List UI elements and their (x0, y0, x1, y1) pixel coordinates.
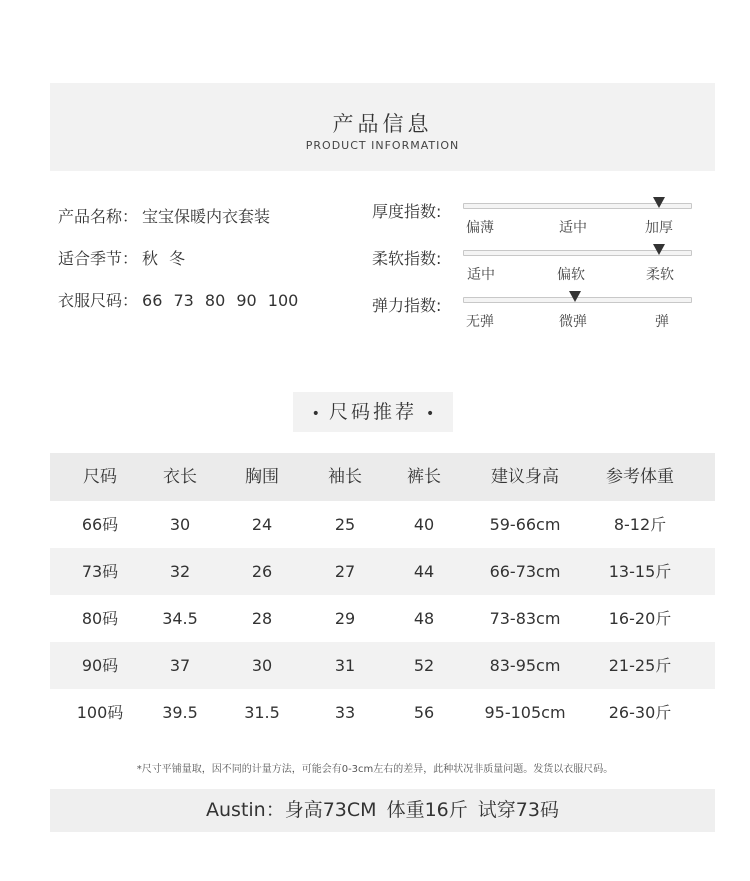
table-cell: 83-95cm (489, 656, 561, 675)
bullet-dot-icon: • (311, 406, 320, 422)
table-header-cell: 袖长 (328, 467, 362, 487)
scale-option: 微弹 (559, 314, 587, 330)
table-cell: 73码 (81, 562, 119, 581)
page-title: 产品信息 (332, 112, 433, 136)
table-cell: 39.5 (162, 703, 198, 722)
table-header-cell: 裤长 (407, 467, 441, 487)
table-cell: 40 (413, 515, 435, 534)
info-value: 66 73 80 90 100 (142, 291, 299, 310)
table-row (50, 548, 715, 595)
scale-label: 柔软指数: (372, 249, 442, 268)
scale-marker-icon (653, 197, 665, 208)
table-cell: 59-66cm (489, 515, 561, 534)
table-cell: 8-12斤 (613, 515, 667, 534)
scale-label: 厚度指数: (372, 202, 442, 221)
bullet-dot-icon: • (426, 406, 435, 422)
table-cell: 73-83cm (489, 609, 561, 628)
table-cell: 37 (169, 656, 191, 675)
table-header-cell: 建议身高 (491, 467, 559, 487)
table-row (50, 642, 715, 689)
scale-option: 弹 (655, 314, 669, 330)
table-header-cell: 衣长 (163, 467, 197, 487)
page-subtitle: PRODUCT INFORMATION (305, 139, 460, 152)
table-cell: 25 (334, 515, 356, 534)
table-cell: 44 (413, 562, 435, 581)
table-cell: 66码 (81, 515, 119, 534)
scale-bar (463, 297, 692, 303)
table-cell: 30 (169, 515, 191, 534)
table-cell: 31 (334, 656, 356, 675)
info-label: 适合季节： (58, 249, 139, 268)
size-heading-title: 尺码推荐 (328, 401, 417, 423)
size-table (50, 453, 715, 736)
table-cell: 66-73cm (489, 562, 561, 581)
table-cell: 56 (413, 703, 435, 722)
table-cell: 28 (251, 609, 273, 628)
table-cell: 29 (334, 609, 356, 628)
thickness-scale (372, 199, 692, 247)
measurement-footnote: *尺寸平铺量取，因不同的计量方法，可能会有0-3cm左右的差异，此种状况非质量问题。发货以衣服尺码。 (136, 764, 614, 775)
table-header-cell: 尺码 (83, 467, 117, 487)
info-value: 宝宝保暖内衣套装 (142, 207, 271, 226)
scale-bar (463, 250, 692, 256)
table-cell: 90码 (81, 656, 119, 675)
info-row-season (58, 246, 298, 288)
table-cell: 32 (169, 562, 191, 581)
scale-option: 偏软 (557, 267, 585, 283)
table-cell: 27 (334, 562, 356, 581)
scale-option: 偏薄 (466, 220, 494, 236)
scale-option: 无弹 (466, 314, 494, 330)
table-cell: 48 (413, 609, 435, 628)
table-cell: 34.5 (162, 609, 198, 628)
info-label: 产品名称： (58, 207, 139, 226)
table-cell: 21-25斤 (608, 656, 672, 675)
model-fit-note: Austin：身高73CM 体重16斤 试穿73码 (50, 789, 715, 832)
table-cell: 95-105cm (484, 703, 566, 722)
scale-marker-icon (653, 244, 665, 255)
table-header-cell: 参考体重 (606, 467, 674, 487)
size-recommendation-heading (293, 392, 453, 432)
table-row (50, 689, 715, 736)
table-cell: 16-20斤 (608, 609, 672, 628)
product-info-list (58, 204, 298, 330)
table-cell: 26-30斤 (608, 703, 672, 722)
info-row-name (58, 204, 298, 246)
table-cell: 30 (251, 656, 273, 675)
table-cell: 24 (251, 515, 273, 534)
elasticity-scale (372, 293, 692, 341)
info-value: 秋 冬 (142, 249, 186, 268)
scale-option: 适中 (467, 267, 495, 283)
table-cell: 52 (413, 656, 435, 675)
table-row (50, 595, 715, 642)
table-cell: 31.5 (244, 703, 280, 722)
scale-bar (463, 203, 692, 209)
scale-label: 弹力指数: (372, 296, 442, 315)
info-label: 衣服尺码： (58, 291, 139, 310)
scale-option: 适中 (559, 220, 587, 236)
scale-marker-icon (569, 291, 581, 302)
softness-scale (372, 246, 692, 294)
scale-option: 柔软 (646, 267, 674, 283)
table-cell: 13-15斤 (608, 562, 672, 581)
table-cell: 26 (251, 562, 273, 581)
info-row-sizes (58, 288, 298, 330)
table-cell: 33 (334, 703, 356, 722)
scale-option: 加厚 (645, 220, 673, 236)
table-header-row (50, 453, 715, 501)
table-cell: 100码 (76, 703, 124, 722)
table-cell: 80码 (81, 609, 119, 628)
header-banner (50, 83, 715, 171)
table-row (50, 501, 715, 548)
table-header-cell: 胸围 (245, 467, 279, 487)
